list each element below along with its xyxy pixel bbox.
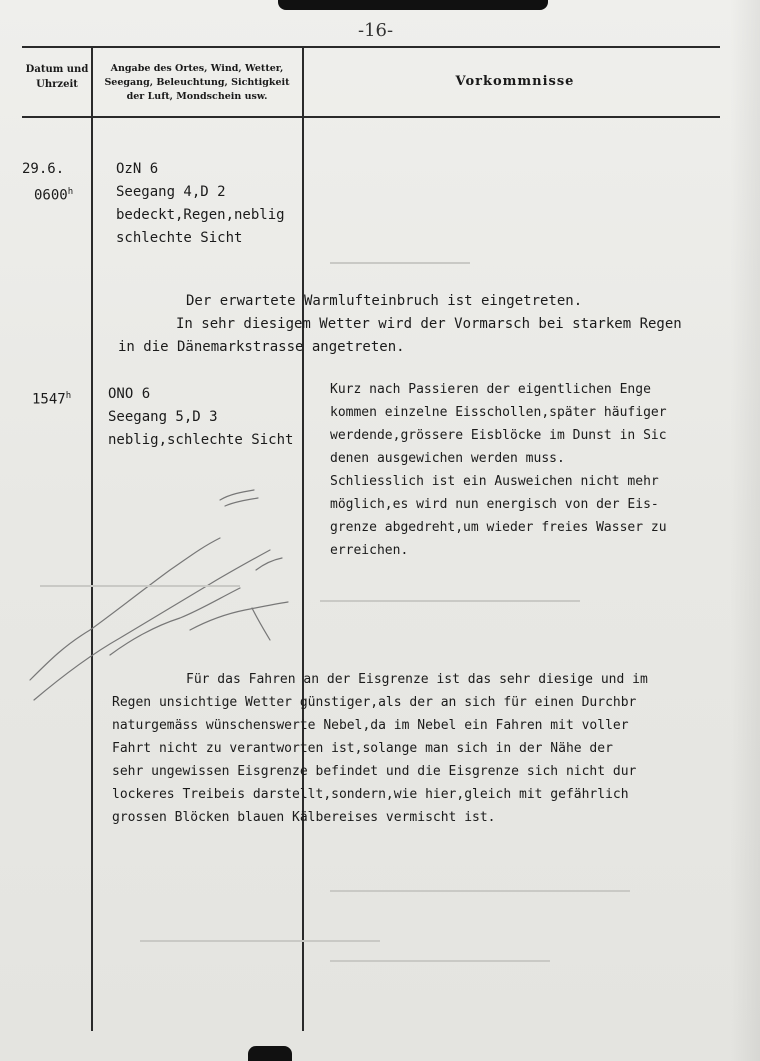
entry2-assessment-line: Regen unsichtige Wetter günstiger,als der an sich für einen Durchbr — [112, 695, 637, 710]
entry2-assessment-line: naturgemäss wünschenswerte Nebel,da im Nebel ein Fahren mit voller — [112, 718, 629, 733]
page-number: -16- — [358, 20, 394, 41]
entry2-event-line: erreichen. — [330, 543, 409, 558]
entry2-time-value: 1547 — [32, 391, 66, 408]
entry1-time-unit: h — [67, 187, 74, 197]
handwritten-annotation — [20, 480, 300, 710]
entry2-event-line: denen ausgewichen werden muss. — [330, 451, 565, 466]
bleed-through-mark — [330, 890, 630, 892]
entry1-date: 29.6. — [22, 161, 65, 177]
entry2-event-line: Schliesslich ist ein Ausweichen nicht mehr — [330, 474, 659, 489]
header-vorkommnisse: Vorkommnisse — [455, 74, 575, 89]
entry1-time-value: 0600 — [34, 187, 68, 204]
bleed-through-mark — [320, 600, 580, 602]
entry1-condition: bedeckt,Regen,neblig — [116, 207, 285, 223]
entry2-condition: neblig,schlechte Sicht — [108, 432, 294, 448]
bleed-through-mark — [40, 585, 240, 587]
entry1-condition: Seegang 4,D 2 — [116, 184, 226, 200]
entry2-time — [32, 385, 71, 412]
entry2-event-line: möglich,es wird nun energisch von der Eis- — [330, 497, 659, 512]
bleed-through-mark — [330, 960, 550, 962]
bleed-through-mark — [140, 940, 380, 942]
entry1-narrative-line: In sehr diesigem Wetter wird der Vormarsch bei starkem Regen — [176, 316, 682, 332]
entry2-assessment-line: sehr ungewissen Eisgrenze befindet und die Eisgrenze sich nicht dur — [112, 764, 637, 779]
entry2-assessment-line: Fahrt nicht zu verantworten ist,solange man sich in der Nähe der — [112, 741, 613, 756]
entry1-time — [34, 181, 73, 208]
entry2-event-line: kommen einzelne Eisschollen,später häufiger — [330, 405, 667, 420]
entry1-condition: OzN 6 — [116, 161, 159, 177]
entry2-assessment-line: Für das Fahren an der Eisgrenze ist das sehr diesige und im — [186, 672, 648, 687]
header-bottom-rule — [22, 116, 720, 118]
entry1-condition: schlechte Sicht — [116, 230, 243, 246]
entry2-event-line: grenze abgedreht,um wieder freies Wasser zu — [330, 520, 667, 535]
page-edge-shadow — [730, 0, 760, 1061]
entry2-condition: ONO 6 — [108, 386, 151, 402]
entry1-narrative-line: Der erwartete Warmlufteinbruch ist eingetreten. — [186, 293, 583, 309]
entry2-event-line: werdende,grössere Eisblöcke im Dunst in Sic — [330, 428, 667, 443]
entry2-assessment-line: lockeres Treibeis darstellt,sondern,wie hier,gleich mit gefährlich — [112, 787, 629, 802]
binder-clip-bottom — [248, 1046, 292, 1061]
entry2-time-unit: h — [65, 391, 72, 401]
bleed-through-mark — [330, 262, 470, 264]
entry2-assessment-line: grossen Blöcken blauen Kälbereises vermischt ist. — [112, 810, 496, 825]
header-angabe: Angabe des Ortes, Wind, Wetter, Seegang, Beleuchtung, Sichtigkeit der Luft, Mondschein usw. — [104, 63, 290, 102]
header-datum-uhrzeit: Datum und Uhrzeit — [25, 64, 89, 90]
binder-clip-top — [278, 0, 548, 10]
entry2-event-line: Kurz nach Passieren der eigentlichen Enge — [330, 382, 651, 397]
column-divider-2 — [302, 46, 304, 1031]
table-top-rule — [22, 46, 720, 48]
entry2-condition: Seegang 5,D 3 — [108, 409, 218, 425]
entry1-narrative-line: in die Dänemarkstrasse angetreten. — [118, 339, 405, 355]
